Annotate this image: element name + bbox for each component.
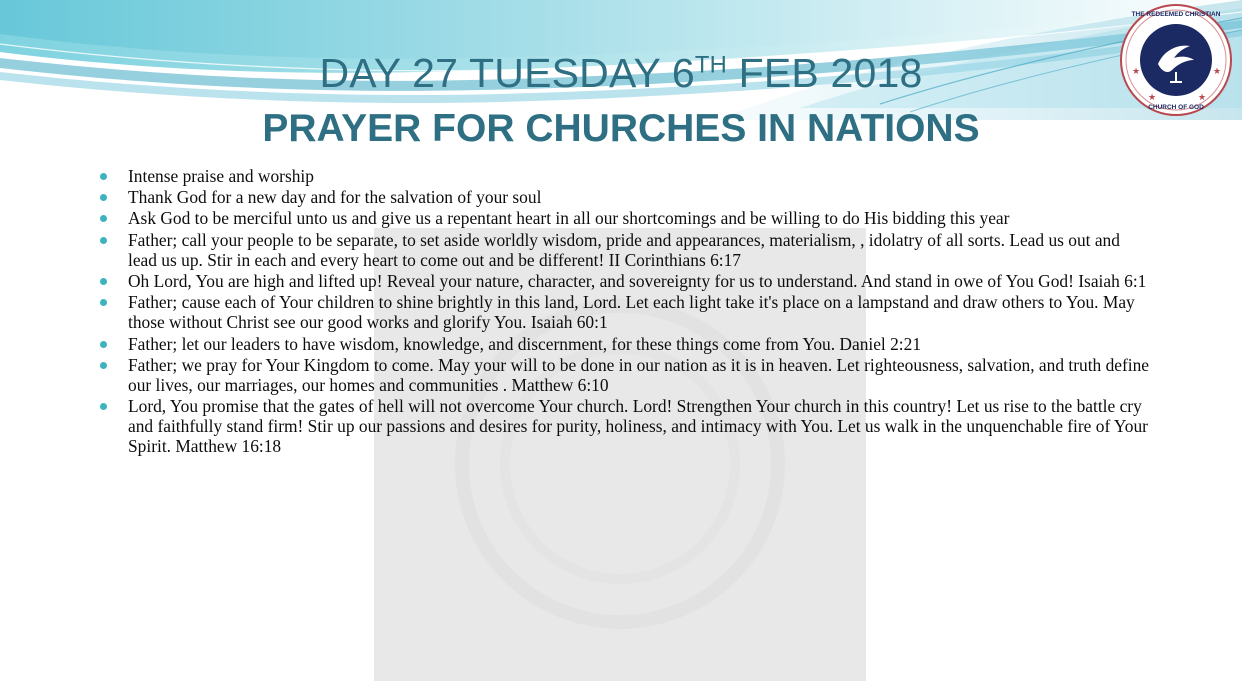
title-block — [0, 52, 1242, 150]
svg-text:★: ★ — [1148, 92, 1157, 102]
list-item-text: Father; let our leaders to have wisdom, knowledge, and discernment, for these things come from You. Daniel 2:21 — [128, 333, 922, 354]
list-item — [92, 271, 1152, 291]
list-item-text: Oh Lord, You are high and lifted up! Reveal your nature, character, and sovereignty for us to understand. And stand in owe of You God! Isaiah 6:1 — [128, 270, 1147, 291]
list-item — [92, 230, 1152, 270]
title-date-prefix: DAY 27 TUESDAY 6 — [319, 50, 695, 96]
bullet-list — [92, 166, 1152, 457]
bullet-dot-icon — [100, 278, 107, 285]
svg-text:THE REDEEMED CHRISTIAN: THE REDEEMED CHRISTIAN — [1131, 11, 1221, 18]
list-item — [92, 396, 1152, 457]
title-date-suffix: FEB 2018 — [727, 50, 923, 96]
svg-text:★: ★ — [1198, 92, 1207, 102]
list-item — [92, 355, 1152, 395]
bullet-dot-icon — [100, 299, 107, 306]
list-item-text: Thank God for a new day and for the salvation of your soul — [128, 187, 542, 208]
list-item-text: Intense praise and worship — [128, 166, 314, 186]
page-title-date — [0, 52, 1242, 95]
list-item — [92, 292, 1152, 332]
title-date-ordinal: TH — [694, 51, 727, 79]
list-item-text: Father; we pray for Your Kingdom to come. May your will to be done in our nation as it is in heaven. Let righteousness, salvation, and truth define our lives, our marriages, our homes and communities . Matthew 6:10 — [128, 354, 1150, 395]
bullet-dot-icon — [100, 215, 107, 222]
svg-text:★: ★ — [1132, 66, 1141, 76]
list-item-text: Ask God to be merciful unto us and give us a repentant heart in all our shortcomings and be willing to do His bidding this year — [128, 208, 1010, 229]
page-title-subject: PRAYER FOR CHURCHES IN NATIONS — [262, 107, 980, 151]
list-item — [92, 166, 1152, 186]
svg-text:CHURCH OF GOD: CHURCH OF GOD — [1148, 104, 1204, 111]
bullet-dot-icon — [100, 362, 107, 369]
list-item-text: Lord, You promise that the gates of hell will not overcome Your church. Lord! Strengthen Your church in this country! Let us rise to the battle cry and faithfully stand firm! Stir up our passions and desires for purity, holiness, and intimacy with You. Let us walk in the unquenchable fire of Your Spirit. Matthew 16:18 — [128, 396, 1148, 457]
bullet-dot-icon — [100, 237, 107, 244]
list-item-text: Father; cause each of Your children to shine brightly in this land, Lord. Let each light take it's place on a lampstand and draw others to You. May those without Christ see our good works and glorify You. Isaiah 60:1 — [128, 292, 1135, 333]
bullet-dot-icon — [100, 341, 107, 348]
bullet-dot-icon — [100, 194, 107, 201]
svg-text:★: ★ — [1213, 66, 1222, 76]
list-item-text: Father; call your people to be separate, to set aside worldly wisdom, pride and appearances, materialism, , idolatry of all sorts. Lead us out and lead us up. Stir in each and every heart to come out and be different! II Corinthians 6:17 — [128, 229, 1120, 270]
prayer-points-list — [92, 166, 1152, 458]
list-item — [92, 208, 1152, 228]
bullet-dot-icon — [100, 173, 107, 180]
bullet-dot-icon — [100, 403, 107, 410]
list-item — [92, 334, 1152, 354]
list-item — [92, 187, 1152, 207]
